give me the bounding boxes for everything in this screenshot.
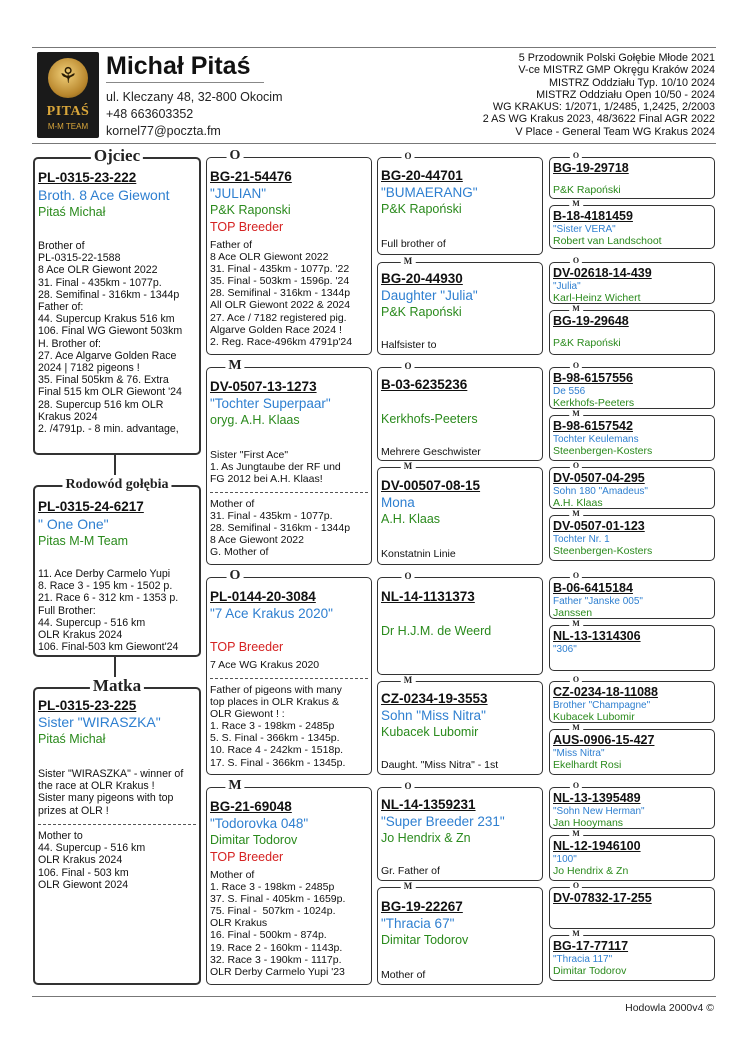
father-description: Brother of PL-0315-22-1588 8 Ace OLR Giewont 2022 31. Final - 435km - 1077p. 28. Semifinal - 316km - 1344p Father of: 44. Supercup Krakus 516 km 106. Final WG Giewont 503km H. Brother of: 27. Ace Algarve Golden Race 2024 | 7182 pigeons ! 35. Final 505km & 76. Extra Final 515 km OLR Giewont '24 28. Supercup 516 km OLR Krakus 2024 2. /4791p. - 8 min. advantage, <box>38 240 183 436</box>
ancestor-card <box>549 256 715 304</box>
sex-marker: O <box>227 149 244 163</box>
ancestor-breeder: Steenbergen-Kosters <box>553 445 653 457</box>
subject-description: 11. Ace Derby Carmelo Yupi 8. Race 3 - 195 km - 1502 p. 21. Race 6 - 312 km - 1353 p. Full Brother: 44. Supercup - 516 km OLR Krakus 2024 106. Final-503 km Giewont'24 <box>38 568 179 654</box>
ancestor-card <box>377 675 543 775</box>
ancestor-breeder: P&K Rapoński <box>553 184 621 196</box>
achievement-line: MISTRZ Oddziału Typ. 10/10 2024 <box>548 76 715 89</box>
ancestor-breeder: Jo Hendrix & Zn <box>553 865 629 877</box>
top-breeder-badge: TOP Breeder <box>210 850 284 864</box>
mother-description: Sister "WIRASZKA" - winner of the race at OLR Krakus ! Sister many pigeons with top prizes at OLR ! <box>38 768 184 817</box>
ancestor-pigeon-name: Daughter "Julia" <box>381 288 478 303</box>
ancestor-pigeon-name: "306" <box>553 644 577 655</box>
header-top-line <box>32 47 716 48</box>
subject-ring-number: PL-0315-24-6217 <box>38 499 144 514</box>
mother-card <box>33 676 201 985</box>
ancestor-breeder: P&K Rapoński <box>553 337 621 349</box>
ancestor-breeder: A.H. Klaas <box>381 512 441 526</box>
ancestor-description: Mother of <box>381 969 426 981</box>
ancestor-ring-number: DV-0507-13-1273 <box>210 379 317 394</box>
sex-marker: M <box>569 620 583 628</box>
sex-marker: O <box>570 462 582 470</box>
sex-marker: M <box>569 930 583 938</box>
father-card <box>33 146 201 455</box>
father-breeder: Pitaś Michał <box>38 205 106 219</box>
sex-marker: O <box>570 882 582 890</box>
father-pigeon-name: Broth. 8 Ace Giewont <box>38 187 170 203</box>
ancestor-ring-number: NL-14-1359231 <box>381 797 476 812</box>
owner-name: Michał Pitaś <box>106 52 251 80</box>
ancestor-card <box>549 675 715 723</box>
ancestor-breeder: oryg. A.H. Klaas <box>210 413 300 427</box>
ancestor-description: Full brother of <box>381 238 446 250</box>
ancestor-pigeon-name: Tochter Keulemans <box>553 434 639 445</box>
sex-marker: O <box>227 569 244 583</box>
ancestor-description: Mother of 1. Race 3 - 198km - 2485p 37. S. Final - 405km - 1659p. 75. Final - 507km - 1024p. OLR Krakus 16. Final - 500km - 874p. 19. Race 2 - 160km - 1143p. 32. Race 3 - 190km - 1117p. OLR Derby Carmelo Yupi '23 <box>210 869 346 978</box>
ancestor-pigeon-name: "Tochter Superpaar" <box>210 396 331 411</box>
ancestor-description: Halfsister to <box>381 339 437 351</box>
ancestor-breeder: Kubacek Lubomir <box>553 711 635 723</box>
ancestor-ring-number: BG-19-22267 <box>381 899 463 914</box>
ancestor-ring-number: CZ-0234-19-3553 <box>381 691 488 706</box>
logo-subtext: M-M TEAM <box>47 122 89 131</box>
sex-marker: O <box>570 572 582 580</box>
ancestor-card <box>549 881 715 929</box>
sex-marker: O <box>570 676 582 684</box>
divider <box>38 824 196 825</box>
ancestor-description: Gr. Father of <box>381 865 440 877</box>
divider <box>210 492 368 493</box>
ancestor-ring-number: NL-14-1131373 <box>381 589 475 604</box>
ancestor-pigeon-name: "100" <box>553 854 577 865</box>
ancestor-breeder: A.H. Klaas <box>553 497 603 509</box>
mother-breeder: Pitaś Michał <box>38 732 106 746</box>
ancestor-breeder: Dimitar Todorov <box>381 933 469 947</box>
ancestor-breeder: Dr H.J.M. de Weerd <box>381 624 492 638</box>
ancestor-card <box>549 509 715 561</box>
mother-pigeon-name: Sister "WIRASZKA" <box>38 714 161 730</box>
sex-marker: M <box>225 779 244 793</box>
ancestor-pigeon-name: "Sohn New Herman" <box>553 806 645 817</box>
sex-marker: M <box>569 830 583 838</box>
ancestor-description: Sister "First Ace" 1. As Jungtaube der RF und FG 2012 bei A.H. Klaas! <box>210 449 341 486</box>
ancestor-card <box>549 461 715 509</box>
ancestor-ring-number: B-06-6415184 <box>553 581 633 595</box>
achievement-line: 2 AS WG Krakus 2023, 48/3622 Final AGR 2022 <box>482 113 715 126</box>
father-label: Ojciec <box>91 147 143 164</box>
ancestor-card <box>549 829 715 881</box>
sex-marker: O <box>570 257 582 265</box>
achievement-line: MISTRZ Oddziału Open 10/50 - 2024 <box>536 88 715 101</box>
ancestor-card <box>206 148 372 355</box>
ancestor-pigeon-name: "Miss Nitra" <box>553 748 605 759</box>
ancestor-ring-number: BG-19-29648 <box>553 314 629 328</box>
ancestor-card <box>549 151 715 199</box>
ancestor-ring-number: DV-0507-01-123 <box>553 519 645 533</box>
ancestor-pigeon-name: "Todorovka 048" <box>210 816 309 831</box>
sex-marker: M <box>569 510 583 518</box>
ancestor-pigeon-name: Tochter Nr. 1 <box>553 534 610 545</box>
ancestor-pigeon-name: "BUMAERANG" <box>381 185 478 200</box>
ancestor-card <box>549 409 715 461</box>
ancestor-pigeon-name: "JULIAN" <box>210 186 267 201</box>
ancestor-breeder: Robert van Landschoot <box>553 235 662 247</box>
pedigree-connector <box>114 455 116 475</box>
ancestor-breeder: Jo Hendrix & Zn <box>381 831 471 845</box>
footer-line <box>32 996 716 997</box>
ancestor-ring-number: BG-17-77117 <box>553 939 629 953</box>
ancestor-card <box>549 723 715 775</box>
ancestor-ring-number: BG-20-44930 <box>381 271 463 286</box>
ancestor-ring-number: BG-20-44701 <box>381 168 463 183</box>
ancestor-pigeon-name: "Sister VERA" <box>553 224 616 235</box>
ancestor-description: 7 Ace WG Krakus 2020 <box>210 659 320 671</box>
sex-marker: O <box>401 572 414 581</box>
ancestor-ring-number: NL-13-1314306 <box>553 629 641 643</box>
owner-name-underline <box>106 82 264 83</box>
ancestor-breeder: Kerkhofs-Peeters <box>553 397 635 409</box>
subject-breeder: Pitas M-M Team <box>38 534 129 548</box>
ancestor-pigeon-name: De 556 <box>553 386 586 397</box>
ancestor-card <box>549 304 715 355</box>
ancestor-description: Mehrere Geschwister <box>381 446 481 458</box>
sex-marker: O <box>401 152 414 161</box>
ancestor-card <box>377 881 543 985</box>
ancestor-description: Daught. "Miss Nitra" - 1st <box>381 759 499 771</box>
ancestor-card <box>549 571 715 619</box>
ancestor-pigeon-name: "Super Breeder 231" <box>381 814 505 829</box>
ancestor-pigeon-name: Brother "Champagne" <box>553 700 651 711</box>
ancestor-ring-number: BG-19-29718 <box>553 161 629 175</box>
sex-marker: M <box>401 882 416 891</box>
ancestor-ring-number: B-18-4181459 <box>553 209 633 223</box>
sex-marker: M <box>569 200 583 208</box>
ancestor-description-2: Mother of 31. Final - 435km - 1077p. 28. Semifinal - 316km - 1344p 8 Ace Giewont 2022 G. Mother of <box>210 498 351 559</box>
ancestor-card <box>377 256 543 355</box>
ancestor-breeder: Jan Hooymans <box>553 817 624 829</box>
sex-marker: O <box>401 782 414 791</box>
sex-marker: O <box>570 362 582 370</box>
ancestor-card <box>206 358 372 565</box>
achievement-line: 5 Przodownik Polski Gołębie Młode 2021 <box>518 52 715 64</box>
ancestor-ring-number: B-03-6235236 <box>381 377 468 392</box>
ancestor-description-2: Father of pigeons with many top places in OLR Krakus & OLR Giewont ! : 1. Race 3 - 198km - 2485p 5. S. Final - 366km - 1345p. 10. Race 4 - 242km - 1518p. 17. S. Final - 366km - 1345p. <box>210 684 346 769</box>
sex-marker: O <box>570 782 582 790</box>
ancestor-ring-number: NL-13-1395489 <box>553 791 641 805</box>
breeder-logo <box>37 52 99 138</box>
ancestor-card <box>377 461 543 565</box>
ancestor-breeder: Karl-Heinz Wichert <box>553 292 641 304</box>
ancestor-pigeon-name: Sohn "Miss Nitra" <box>381 708 486 723</box>
ancestor-card <box>549 619 715 671</box>
sex-marker: M <box>401 462 416 471</box>
ancestor-card <box>377 151 543 255</box>
ancestor-pigeon-name: "Julia" <box>553 281 581 292</box>
ancestor-card <box>549 929 715 981</box>
ancestor-ring-number: BG-21-69048 <box>210 799 292 814</box>
ancestor-card <box>206 778 372 985</box>
ancestor-breeder: Dimitar Todorov <box>553 965 627 977</box>
ancestor-card <box>549 781 715 829</box>
ancestor-pigeon-name: "Thracia 117" <box>553 954 613 965</box>
ancestor-card <box>377 571 543 675</box>
mother-ring-number: PL-0315-23-225 <box>38 698 137 713</box>
logo-text: PITAŚ <box>46 104 90 119</box>
sex-marker: M <box>225 359 244 373</box>
ancestor-ring-number: B-98-6157556 <box>553 371 633 385</box>
ancestor-breeder: P&K Rapoński <box>381 202 462 216</box>
mother-label: Matka <box>90 677 144 694</box>
ancestor-card <box>377 781 543 881</box>
sex-marker: O <box>570 152 582 160</box>
ancestor-ring-number: BG-21-54476 <box>210 169 292 184</box>
ancestor-ring-number: DV-0507-04-295 <box>553 471 645 485</box>
ancestor-breeder: P&K Rapoński <box>381 305 462 319</box>
achievement-line: V-ce MISTRZ GMP Okręgu Kraków 2024 <box>518 64 715 77</box>
divider <box>210 678 368 679</box>
mother-description-2: Mother to 44. Supercup - 516 km OLR Krakus 2024 106. Final - 503 km OLR Giewont 2024 <box>38 830 146 891</box>
ancestor-pigeon-name: "7 Ace Krakus 2020" <box>210 606 333 621</box>
ancestor-pigeon-name: Father "Janske 005" <box>553 596 643 607</box>
ancestor-breeder: Ekelhardt Rosi <box>553 759 622 771</box>
ancestor-ring-number: DV-07832-17-255 <box>553 891 652 905</box>
sex-marker: M <box>569 305 583 313</box>
ancestor-ring-number: PL-0144-20-3084 <box>210 589 316 604</box>
ancestor-breeder: Dimitar Todorov <box>210 833 298 847</box>
ancestor-description: Konstatnin Linie <box>381 548 456 560</box>
sex-marker: M <box>401 676 416 685</box>
sex-marker: O <box>401 362 414 371</box>
ancestor-breeder: P&K Raponski <box>210 203 291 217</box>
ancestor-card <box>549 361 715 409</box>
ancestor-pigeon-name: Sohn 180 "Amadeus" <box>553 486 648 497</box>
ancestor-breeder: Kerkhofs-Peeters <box>381 412 478 426</box>
achievements-list <box>483 52 715 138</box>
ancestor-card <box>206 568 372 775</box>
ancestor-breeder: Kubacek Lubomir <box>381 725 479 739</box>
pedigree-connector <box>114 657 116 677</box>
sex-marker: M <box>569 410 583 418</box>
header-bottom-line <box>32 143 716 144</box>
sex-marker: M <box>569 724 583 732</box>
achievement-line: WG KRAKUS: 1/2071, 1/2485, 1,2425, 2/2003 <box>492 101 715 114</box>
ancestor-ring-number: NL-12-1946100 <box>553 839 641 853</box>
ancestor-ring-number: DV-02618-14-439 <box>553 266 652 280</box>
sex-marker: M <box>401 257 416 266</box>
top-breeder-badge: TOP Breeder <box>210 640 284 654</box>
subject-label: Rodowód gołębia <box>62 478 171 492</box>
subject-pigeon-card <box>33 477 201 657</box>
ancestor-breeder: Janssen <box>553 607 593 619</box>
ancestor-breeder: Steenbergen-Kosters <box>553 545 653 557</box>
footer-credit: Hodowla 2000v4 © <box>625 1002 714 1014</box>
achievement-line: V Place - General Team WG Krakus 2024 <box>515 125 715 138</box>
ancestor-ring-number: B-98-6157542 <box>553 419 633 433</box>
owner-email: kornel77@poczta.fm <box>106 124 221 138</box>
ancestor-pigeon-name: Mona <box>381 495 415 510</box>
ancestor-pigeon-name: "Thracia 67" <box>381 916 455 931</box>
pigeon-icon: ⚘ <box>58 64 78 89</box>
subject-pigeon-name: " One One" <box>38 516 109 532</box>
father-ring-number: PL-0315-23-222 <box>38 170 137 185</box>
owner-phone: +48 663603352 <box>106 107 194 121</box>
top-breeder-badge: TOP Breeder <box>210 220 284 234</box>
ancestor-ring-number: CZ-0234-18-11088 <box>553 685 658 699</box>
ancestor-card <box>377 361 543 461</box>
ancestor-description: Father of 8 Ace OLR Giewont 2022 31. Final - 435km - 1077p. '22 35. Final - 503km - 1596p. '24 28. Semifinal - 316km - 1344p All OLR Giewont 2022 & 2024 27. Ace / 7182 registered pig. Algarve Golden Race 2024 ! 2. Reg. Race-496km 4791p'24 <box>210 239 353 348</box>
owner-address: ul. Kleczany 48, 32-800 Okocim <box>106 90 283 104</box>
ancestor-ring-number: DV-00507-08-15 <box>381 478 481 493</box>
ancestor-card <box>549 199 715 249</box>
ancestor-ring-number: AUS-0906-15-427 <box>553 733 655 747</box>
